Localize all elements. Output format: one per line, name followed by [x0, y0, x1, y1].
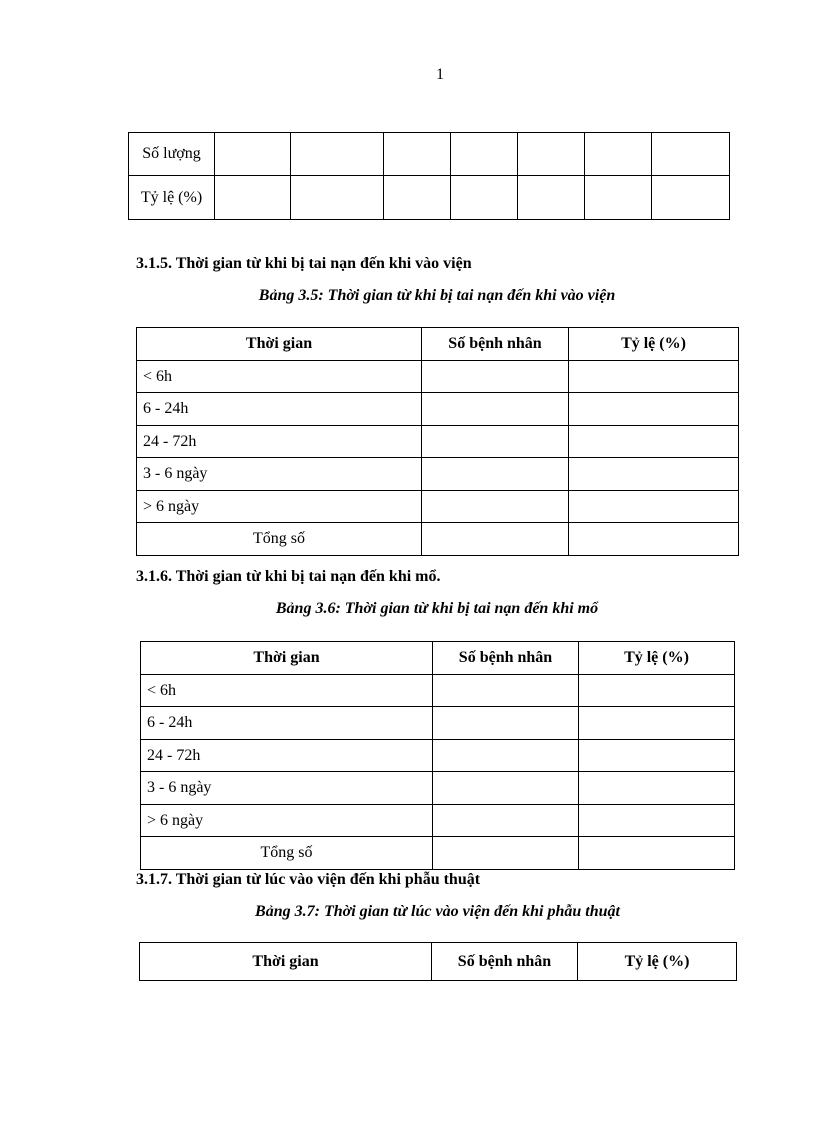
table-row [141, 675, 735, 707]
row-label: 24 - 72h [137, 426, 422, 458]
column-header: Số bệnh nhân [422, 328, 569, 361]
column-header: Thời gian [141, 642, 433, 675]
column-header: Số bệnh nhân [432, 943, 578, 981]
table-header-row [141, 642, 735, 675]
column-header: Tỷ lệ (%) [578, 943, 737, 981]
table-caption-35: Bảng 3.5: Thời gian từ khi bị tai nạn đến khi vào viện [258, 287, 616, 304]
row-label: 3 - 6 ngày [137, 458, 422, 491]
section-heading-316: 3.1.6. Thời gian từ khi bị tai nạn đến khi mổ. [136, 568, 441, 585]
row-label: > 6 ngày [141, 805, 433, 837]
section-heading-317: 3.1.7. Thời gian từ lúc vào viện đến khi phẫu thuật [136, 871, 481, 888]
table-row [137, 458, 739, 491]
row-label: < 6h [141, 675, 433, 707]
table-total-row [137, 523, 739, 556]
column-header: Tỷ lệ (%) [579, 642, 735, 675]
table-row [141, 740, 735, 772]
table-3-6 [140, 641, 735, 870]
table-row [137, 491, 739, 523]
table-row [129, 176, 730, 220]
page-number: 1 [436, 66, 444, 83]
table-header-row [137, 328, 739, 361]
row-label: Số lượng [129, 133, 215, 176]
table-row [141, 805, 735, 837]
row-label: > 6 ngày [137, 491, 422, 523]
row-label: 3 - 6 ngày [141, 772, 433, 805]
column-header: Số bệnh nhân [433, 642, 579, 675]
table-caption-37: Bảng 3.7: Thời gian từ lúc vào viện đến khi phẫu thuật [255, 903, 620, 920]
row-label: 6 - 24h [137, 393, 422, 426]
row-label: Tỷ lệ (%) [129, 176, 215, 220]
column-header: Thời gian [140, 943, 432, 981]
table-3-5 [136, 327, 739, 556]
table-row [137, 361, 739, 393]
row-label: 6 - 24h [141, 707, 433, 740]
table-row [137, 426, 739, 458]
column-header: Tỷ lệ (%) [569, 328, 739, 361]
total-label: Tổng số [141, 837, 433, 870]
table-total-row [141, 837, 735, 870]
row-label: < 6h [137, 361, 422, 393]
table-row [141, 772, 735, 805]
table-row [141, 707, 735, 740]
table-row [129, 133, 730, 176]
table-header-row [140, 943, 737, 981]
table-top-partial [128, 132, 730, 220]
section-heading-315: 3.1.5. Thời gian từ khi bị tai nạn đến khi vào viện [136, 255, 472, 272]
column-header: Thời gian [137, 328, 422, 361]
table-caption-36: Bảng 3.6: Thời gian từ khi bị tai nạn đến khi mổ [275, 600, 599, 617]
table-3-7 [139, 942, 737, 981]
table-row [137, 393, 739, 426]
total-label: Tổng số [137, 523, 422, 556]
row-label: 24 - 72h [141, 740, 433, 772]
